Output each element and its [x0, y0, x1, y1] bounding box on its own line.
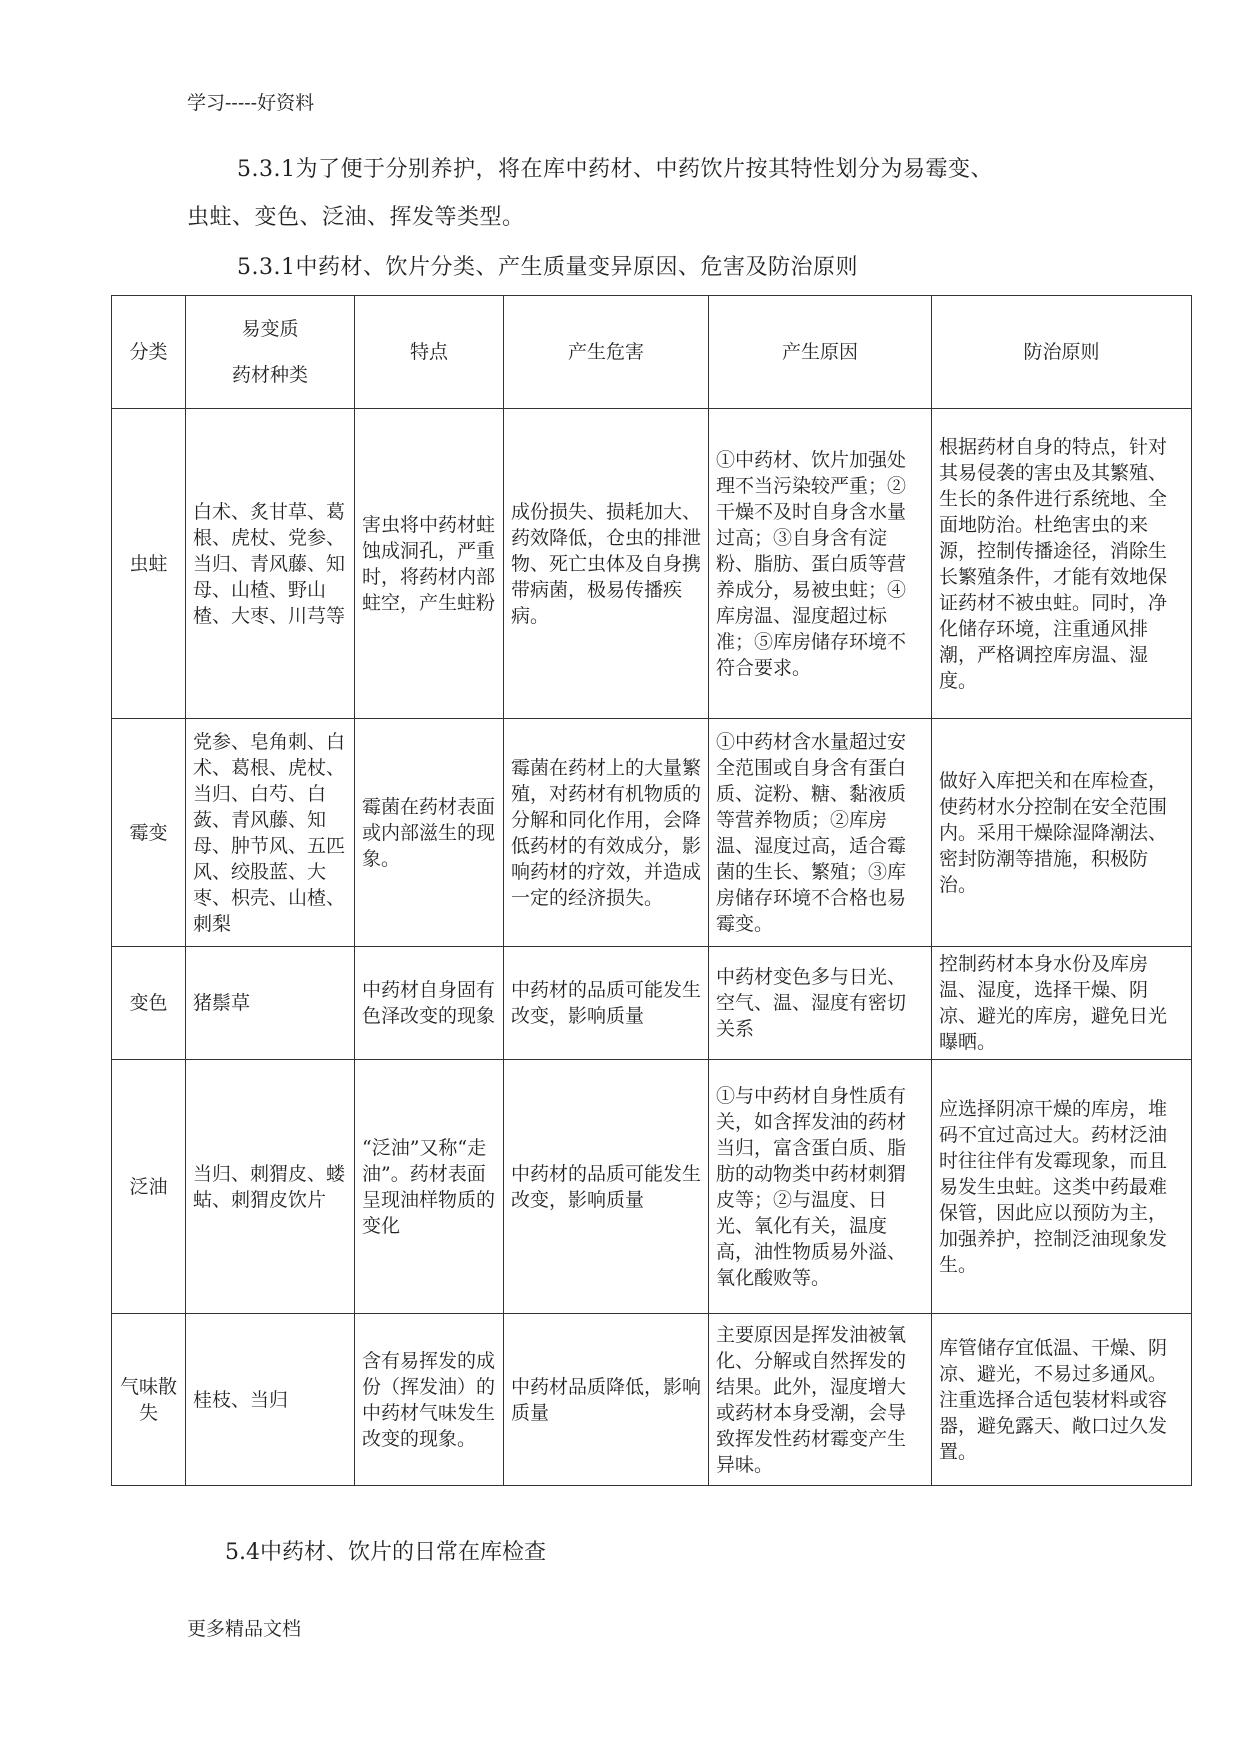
row-species: 当归、刺猬皮、蝼蛄、刺猬皮饮片	[186, 1060, 355, 1314]
table-row	[112, 1060, 1192, 1314]
row-species: 桂枝、当归	[186, 1314, 355, 1486]
header-category: 分类	[112, 296, 186, 409]
row-feature: 含有易挥发的成份（挥发油）的中药材气味发生改变的现象。	[355, 1314, 504, 1486]
row-feature: 害虫将中药材蛀蚀成洞孔，严重时，将药材内部蛀空，产生蛀粉	[355, 409, 504, 719]
row-prevention: 应选择阴凉干燥的库房，堆码不宜过高过大。药材泛油时往往伴有发霉现象，而且易发生虫蛀。这类中药最难保管，因此应以预防为主，加强养护，控制泛油现象发生。	[932, 1060, 1192, 1314]
row-cause: 中药材变色多与日光、空气、温、湿度有密切关系	[709, 947, 932, 1060]
row-harm: 中药材的品质可能发生改变，影响质量	[504, 947, 709, 1060]
table-row	[112, 947, 1192, 1060]
table-header-row	[112, 296, 1192, 409]
row-feature: 中药材自身固有色泽改变的现象	[355, 947, 504, 1060]
paragraph-classification: 5.3.1为了便于分别养护，将在库中药材、中药饮片按其特性划分为易霉变、	[237, 157, 993, 182]
table-caption: 5.3.1中药材、饮片分类、产生质量变异原因、危害及防治原则	[237, 255, 858, 280]
row-cause: ①与中药材自身性质有关，如含挥发油的药材当归，富含蛋白质、脂肪的动物类中药材刺猬皮等；②与温度、日光、氧化有关，温度高，油性物质易外溢、氧化酸败等。	[709, 1060, 932, 1314]
header-harm: 产生危害	[504, 296, 709, 409]
row-category: 霉变	[112, 719, 186, 947]
row-category: 气味散失	[112, 1314, 186, 1486]
row-species: 猪鬃草	[186, 947, 355, 1060]
row-feature: 霉菌在药材表面或内部滋生的现象。	[355, 719, 504, 947]
classification-table	[111, 295, 1192, 1486]
row-species: 白术、炙甘草、葛根、虎杖、党参、当归、青风藤、知母、山楂、野山楂、大枣、川芎等	[186, 409, 355, 719]
row-prevention: 控制药材本身水份及库房温、湿度，选择干燥、阴凉、避光的库房，避免日光曝晒。	[932, 947, 1192, 1060]
section-heading-5-4: 5.4中药材、饮片的日常在库检查	[225, 1540, 546, 1565]
row-category: 虫蛀	[112, 409, 186, 719]
row-cause: ①中药材含水量超过安全范围或自身含有蛋白质、淀粉、糖、黏液质等营养物质；②库房温、湿度过高，适合霉菌的生长、繁殖；③库房储存环境不合格也易霉变。	[709, 719, 932, 947]
row-category: 变色	[112, 947, 186, 1060]
row-harm: 成份损失、损耗加大、药效降低，仓虫的排泄物、死亡虫体及自身携带病菌，极易传播疾病。	[504, 409, 709, 719]
row-category: 泛油	[112, 1060, 186, 1314]
row-species: 党参、皂角刺、白术、葛根、虎杖、当归、白芍、白蔹、青风藤、知母、肿节风、五匹风、绞股蓝、大枣、枳壳、山楂、刺梨	[186, 719, 355, 947]
header-feature: 特点	[355, 296, 504, 409]
row-prevention: 库管储存宜低温、干燥、阴凉、避光，不易过多通风。注重选择合适包装材料或容器，避免露天、敞口过久发置。	[932, 1314, 1192, 1486]
row-harm: 霉菌在药材上的大量繁殖，对药材有机物质的分解和同化作用，会降低药材的有效成分，影响药材的疗效，并造成一定的经济损失。	[504, 719, 709, 947]
row-cause: ①中药材、饮片加强处理不当污染较严重；②干燥不及时自身含水量过高；③自身含有淀粉、脂肪、蛋白质等营养成分，易被虫蛀；④库房温、湿度超过标准；⑤库房储存环境不符合要求。	[709, 409, 932, 719]
row-prevention: 做好入库把关和在库检查，使药材水分控制在安全范围内。采用干燥除湿降潮法、密封防潮等措施，积极防治。	[932, 719, 1192, 947]
page-header: 学习-----好资料	[187, 92, 315, 114]
row-harm: 中药材品质降低，影响质量	[504, 1314, 709, 1486]
table-row	[112, 409, 1192, 719]
header-species-line2: 药材种类	[231, 364, 308, 386]
row-harm: 中药材的品质可能发生改变，影响质量	[504, 1060, 709, 1314]
row-feature: “泛油”又称“走油”。药材表面呈现油样物质的变化	[355, 1060, 504, 1314]
paragraph-classification-cont: 虫蛀、变色、泛油、挥发等类型。	[187, 205, 525, 230]
page-footer: 更多精品文档	[187, 1618, 302, 1640]
header-species	[186, 296, 355, 409]
row-prevention: 根据药材自身的特点，针对其易侵袭的害虫及其繁殖、生长的条件进行系统地、全面地防治。杜绝害虫的来源，控制传播途径，消除生长繁殖条件，才能有效地保证药材不被虫蛀。同时，净化储存环境，注重通风排潮，严格调控库房温、湿度。	[932, 409, 1192, 719]
row-cause: 主要原因是挥发油被氧化、分解或自然挥发的结果。此外，湿度增大或药材本身受潮，会导致挥发性药材霉变产生异味。	[709, 1314, 932, 1486]
header-cause: 产生原因	[709, 296, 932, 409]
table-row	[112, 719, 1192, 947]
table-row	[112, 1314, 1192, 1486]
header-prevention: 防治原则	[932, 296, 1192, 409]
header-species-line1: 易变质	[241, 318, 299, 340]
